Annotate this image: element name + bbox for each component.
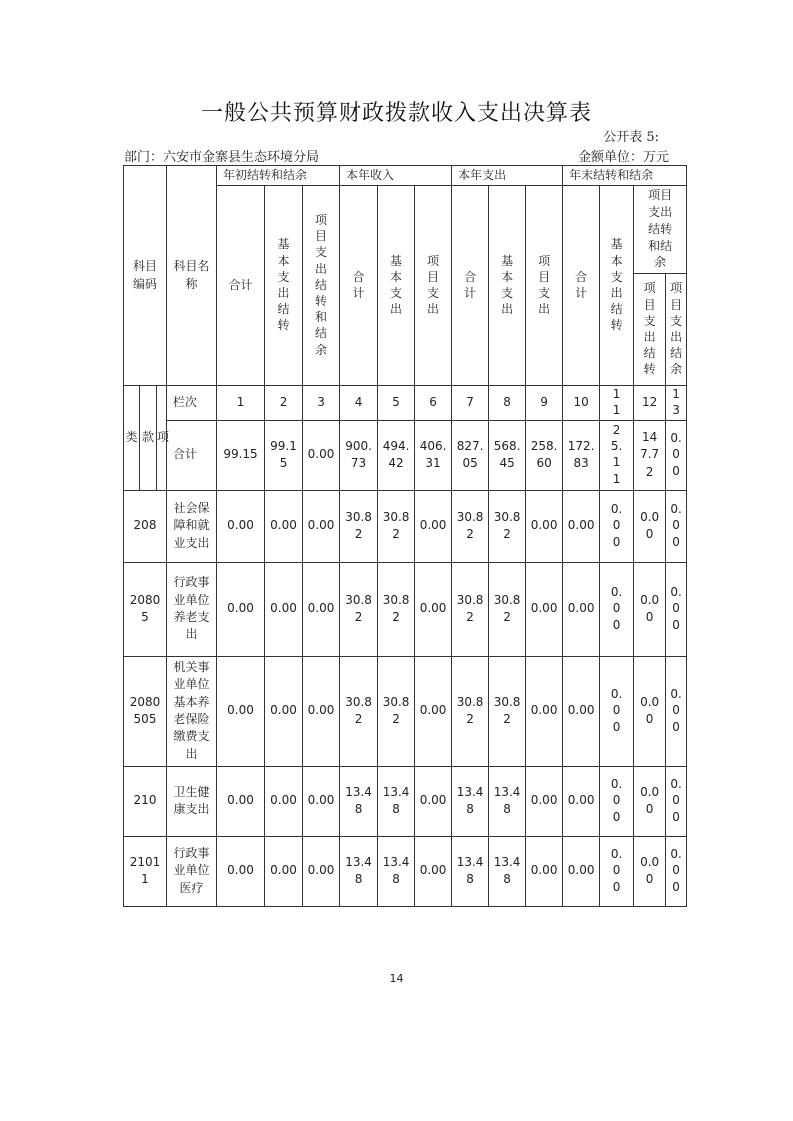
row-name: 机关事业单位基本养老保险缴费支出 (167, 656, 217, 766)
row-cell: 0.00 (265, 766, 303, 836)
row-cell: 0.00 (600, 656, 634, 766)
row-cell: 0.00 (666, 766, 687, 836)
index-cell: 10 (563, 386, 600, 421)
index-cell: 11 (600, 386, 634, 421)
row-code: 2080505 (124, 656, 167, 766)
row-cell: 0.00 (526, 766, 563, 836)
row-cell: 0.00 (415, 562, 452, 656)
index-cell: 1 (217, 386, 265, 421)
row-cell: 0.00 (415, 656, 452, 766)
row-cell: 0.00 (563, 656, 600, 766)
header-income-project: 项目支出 (415, 186, 452, 386)
row-cell: 0.00 (526, 836, 563, 906)
index-cell: 6 (415, 386, 452, 421)
row-cell: 30.82 (378, 562, 415, 656)
row-cell: 30.82 (452, 490, 489, 562)
table-row (124, 562, 687, 656)
row-cell: 30.82 (452, 562, 489, 656)
total-cell: 900.73 (340, 420, 378, 490)
index-cell: 9 (526, 386, 563, 421)
row-cell: 13.48 (452, 836, 489, 906)
header-end-project-balance: 项目支出结余 (666, 274, 687, 386)
header-group-income: 本年收入 (340, 166, 452, 186)
header-end-project-carry: 项目支出结转 (634, 274, 666, 386)
header-begin-project-carry: 项目支出结转和结余 (303, 186, 340, 386)
row-cell: 0.00 (634, 562, 666, 656)
row-cell: 13.48 (489, 836, 526, 906)
row-cell: 0.00 (217, 562, 265, 656)
row-cell: 30.82 (489, 490, 526, 562)
header-group-begin: 年初结转和结余 (217, 166, 340, 186)
row-cell: 30.82 (378, 656, 415, 766)
header-income-total: 合计 (340, 186, 378, 386)
header-income-basic: 基本支出 (378, 186, 415, 386)
header-end-basic-carry: 基本支出结转 (600, 186, 634, 386)
row-name: 行政事业单位医疗 (167, 836, 217, 906)
row-cell: 0.00 (563, 836, 600, 906)
table-row (124, 656, 687, 766)
index-cell: 8 (489, 386, 526, 421)
row-cell: 0.00 (303, 766, 340, 836)
total-cell: 0.00 (666, 420, 687, 490)
row-name: 社会保障和就业支出 (167, 490, 217, 562)
row-cell: 0.00 (634, 490, 666, 562)
page-number: 14 (389, 972, 404, 985)
total-cell: 99.15 (217, 420, 265, 490)
unit-label: 金额单位：万元 (577, 150, 669, 165)
total-cell: 568.45 (489, 420, 526, 490)
row-cell: 0.00 (415, 766, 452, 836)
row-cell: 30.82 (378, 490, 415, 562)
row-cell: 0.00 (265, 836, 303, 906)
row-code: 208 (124, 490, 167, 562)
row-cell: 0.00 (634, 836, 666, 906)
header-end-project-group: 项目支出结转和结余 (634, 186, 687, 274)
header-group-expense: 本年支出 (452, 166, 563, 186)
row-cell: 0.00 (600, 766, 634, 836)
row-code: 20805 (124, 562, 167, 656)
table-row (124, 766, 687, 836)
row-cell: 0.00 (526, 562, 563, 656)
department-label: 部门：六安市金寨县生态环境分局 (124, 150, 320, 165)
row-cell: 13.48 (378, 766, 415, 836)
row-cell: 0.00 (415, 836, 452, 906)
row-cell: 30.82 (489, 656, 526, 766)
header-sub-lei: 类 (124, 386, 140, 491)
row-cell: 0.00 (563, 562, 600, 656)
row-cell: 13.48 (340, 836, 378, 906)
row-cell: 0.00 (666, 656, 687, 766)
row-cell: 0.00 (634, 766, 666, 836)
row-cell: 0.00 (265, 562, 303, 656)
total-cell: 406.31 (415, 420, 452, 490)
header-expense-project: 项目支出 (526, 186, 563, 386)
row-cell: 0.00 (303, 656, 340, 766)
row-cell: 0.00 (265, 490, 303, 562)
row-cell: 0.00 (666, 562, 687, 656)
row-code: 210 (124, 766, 167, 836)
row-cell: 0.00 (666, 836, 687, 906)
row-cell: 0.00 (415, 490, 452, 562)
index-cell: 2 (265, 386, 303, 421)
header-sub-kuan: 款 (140, 386, 157, 491)
total-cell: 147.72 (634, 420, 666, 490)
row-cell: 30.82 (340, 490, 378, 562)
header-group-end: 年末结转和结余 (563, 166, 687, 186)
header-name: 科目名称 (167, 166, 217, 386)
row-cell: 0.00 (303, 836, 340, 906)
index-cell: 3 (303, 386, 340, 421)
index-cell: 7 (452, 386, 489, 421)
total-cell: 25.11 (600, 420, 634, 490)
index-cell: 13 (666, 386, 687, 421)
index-cell: 4 (340, 386, 378, 421)
row-cell: 0.00 (303, 490, 340, 562)
total-row-label: 合计 (167, 420, 217, 490)
total-cell: 827.05 (452, 420, 489, 490)
index-row-label: 栏次 (167, 386, 217, 421)
row-name: 行政事业单位养老支出 (167, 562, 217, 656)
table-row (124, 490, 687, 562)
row-cell: 30.82 (489, 562, 526, 656)
row-name: 卫生健康支出 (167, 766, 217, 836)
row-cell: 0.00 (265, 656, 303, 766)
row-cell: 13.48 (340, 766, 378, 836)
header-expense-total: 合计 (452, 186, 489, 386)
row-cell: 0.00 (303, 562, 340, 656)
row-cell: 0.00 (526, 656, 563, 766)
row-cell: 0.00 (634, 656, 666, 766)
header-sub-xiang: 项 (157, 386, 167, 491)
table-number: 公开表 5: (603, 130, 659, 145)
row-code: 21011 (124, 836, 167, 906)
row-cell: 0.00 (217, 766, 265, 836)
row-cell: 13.48 (378, 836, 415, 906)
row-cell: 0.00 (600, 490, 634, 562)
total-cell: 0.00 (303, 420, 340, 490)
header-begin-basic-carry: 基本支出结转 (265, 186, 303, 386)
row-cell: 13.48 (452, 766, 489, 836)
row-cell: 0.00 (217, 490, 265, 562)
header-begin-total: 合计 (217, 186, 265, 386)
total-cell: 494.42 (378, 420, 415, 490)
total-cell: 99.15 (265, 420, 303, 490)
index-cell: 5 (378, 386, 415, 421)
row-cell: 0.00 (563, 766, 600, 836)
total-cell: 258.60 (526, 420, 563, 490)
row-cell: 30.82 (340, 562, 378, 656)
row-cell: 0.00 (217, 836, 265, 906)
table-row (124, 836, 687, 906)
header-code: 科目编码 (124, 166, 167, 386)
row-cell: 30.82 (452, 656, 489, 766)
row-cell: 0.00 (600, 562, 634, 656)
row-cell: 30.82 (340, 656, 378, 766)
budget-table (123, 165, 687, 907)
row-cell: 0.00 (666, 490, 687, 562)
row-cell: 0.00 (600, 836, 634, 906)
header-expense-basic: 基本支出 (489, 186, 526, 386)
row-cell: 13.48 (489, 766, 526, 836)
row-cell: 0.00 (563, 490, 600, 562)
row-cell: 0.00 (217, 656, 265, 766)
header-end-total: 合计 (563, 186, 600, 386)
index-cell: 12 (634, 386, 666, 421)
total-cell: 172.83 (563, 420, 600, 490)
page-title: 一般公共预算财政拨款收入支出决算表 (200, 101, 592, 126)
row-cell: 0.00 (526, 490, 563, 562)
